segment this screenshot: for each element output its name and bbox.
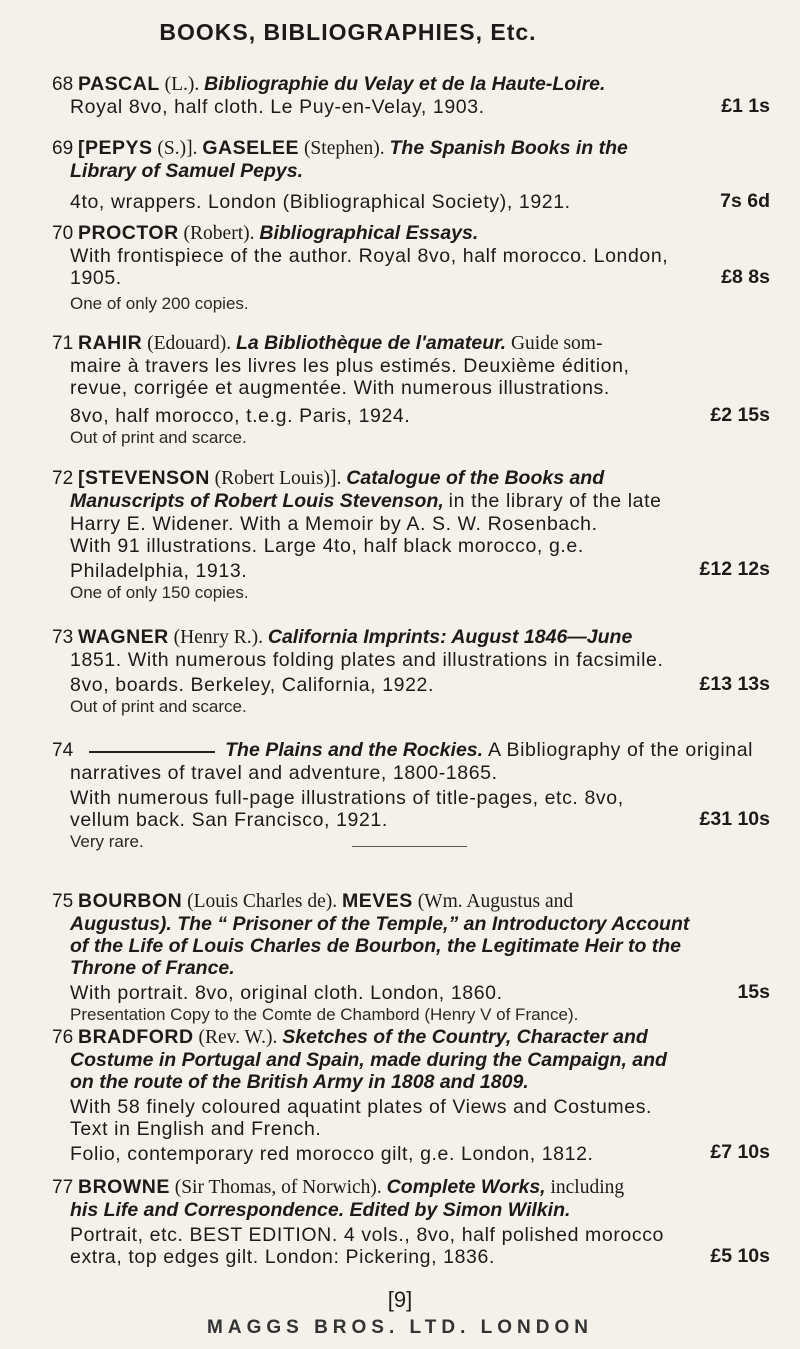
entry-title-continued: Manuscripts of Robert Louis Stevenson,	[70, 490, 444, 512]
entry-note: Very rare.	[70, 832, 144, 851]
entry-number: 72	[52, 468, 74, 489]
entry-author-detail: (Rev. W.).	[198, 1027, 278, 1048]
entry-description: With frontispiece of the author. Royal 8vo, half morocco. London,	[70, 245, 669, 267]
catalogue-entry	[52, 890, 770, 1026]
entry-number: 76	[52, 1027, 74, 1048]
entry-description: Harry E. Widener. With a Memoir by A. S. W. Rosenbach.	[70, 513, 598, 535]
entry-author-detail: (Robert Louis)].	[214, 468, 342, 489]
entry-author: PROCTOR	[78, 222, 179, 244]
entry-number: 74	[52, 740, 74, 761]
entry-description: 1905.	[70, 267, 122, 289]
ditto-dash	[89, 751, 215, 753]
entry-number: 75	[52, 891, 74, 912]
entry-description: Philadelphia, 1913.	[70, 560, 248, 582]
entry-description: Royal 8vo, half cloth. Le Puy-en-Velay, 1903.	[70, 96, 485, 118]
entry-description: maire à travers les livres les plus estimés. Deuxième édition,	[70, 355, 630, 377]
entry-author-detail: (Henry R.).	[173, 627, 263, 648]
entry-number: 77	[52, 1177, 74, 1198]
entry-author-2: GASELEE	[202, 137, 300, 159]
catalogue-entry	[52, 137, 770, 213]
entry-title-rest: including	[550, 1177, 625, 1198]
entry-note: One of only 150 copies.	[70, 583, 249, 602]
entry-description: Portrait, etc. BEST EDITION. 4 vols., 8vo, half polished morocco	[70, 1224, 665, 1246]
entry-description: With 91 illustrations. Large 4to, half black morocco, g.e.	[70, 535, 584, 557]
entry-description: 8vo, boards. Berkeley, California, 1922.	[70, 674, 434, 696]
entry-author: WAGNER	[78, 626, 169, 648]
entry-author-2: MEVES	[342, 890, 413, 912]
catalogue-entry	[52, 222, 770, 315]
entry-price: £1 1s	[721, 95, 770, 117]
entry-description: 4to, wrappers. London (Bibliographical Society), 1921.	[70, 191, 571, 213]
entry-author-detail: (Edouard).	[147, 333, 232, 354]
catalogue-entry	[52, 73, 770, 118]
entry-note: Presentation Copy to the Comte de Chambord (Henry V of France).	[70, 1005, 579, 1024]
entry-description: 8vo, half morocco, t.e.g. Paris, 1924.	[70, 405, 411, 427]
entry-description: With 58 finely coloured aquatint plates of Views and Costumes.	[70, 1096, 653, 1118]
entry-title: La Bibliothèque de l'amateur.	[235, 332, 507, 354]
entry-author-detail: (Sir Thomas, of Norwich).	[174, 1177, 382, 1198]
catalogue-entry	[52, 626, 770, 718]
entry-price: £2 15s	[710, 404, 770, 426]
entry-author: PASCAL	[78, 73, 160, 95]
entry-author: [STEVENSON	[78, 467, 210, 489]
entry-author-detail: (Robert).	[183, 223, 255, 244]
entry-number: 70	[52, 223, 74, 244]
publisher-footer: MAGGS BROS. LTD. LONDON	[207, 1317, 593, 1338]
entry-title: Sketches of the Country, Character and	[282, 1026, 648, 1048]
entry-description: Folio, contemporary red morocco gilt, g.e. London, 1812.	[70, 1143, 594, 1165]
entry-price: £31 10s	[699, 808, 770, 830]
entry-title: The Plains and the Rockies.	[225, 739, 484, 761]
page-number: [9]	[387, 1287, 413, 1312]
entry-author-2-detail: (Wm. Augustus and	[417, 891, 574, 912]
entry-author: [PEPYS	[78, 137, 153, 159]
entry-title: his Life and Correspondence. Edited by Simon Wilkin.	[70, 1199, 571, 1221]
entry-author: BOURBON	[78, 890, 183, 912]
entry-price: £8 8s	[721, 266, 770, 288]
entry-note: Out of print and scarce.	[70, 697, 247, 716]
entry-price: 15s	[737, 981, 770, 1003]
entry-number: 68	[52, 74, 74, 95]
entry-note: One of only 200 copies.	[70, 294, 249, 313]
entry-description: revue, corrigée et augmentée. With numerous illustrations.	[70, 377, 610, 399]
entry-description: Text in English and French.	[70, 1118, 322, 1140]
entry-description: vellum back. San Francisco, 1921.	[70, 809, 388, 831]
entry-price: £7 10s	[710, 1141, 770, 1163]
entry-number: 69	[52, 138, 74, 159]
entry-title: Bibliographical Essays.	[259, 222, 479, 244]
entry-author-detail: (S.)].	[157, 138, 198, 159]
entry-title: The Spanish Books in the	[389, 137, 628, 159]
entry-title-rest: in the library of the late	[448, 490, 662, 512]
entry-price: 7s 6d	[720, 190, 770, 212]
entry-author-detail: (L.).	[164, 74, 200, 95]
entry-description: narratives of travel and adventure, 1800-1865.	[70, 762, 498, 784]
section-divider	[352, 846, 467, 847]
catalogue-entry	[52, 1176, 770, 1268]
entry-author: RAHIR	[78, 332, 143, 354]
entry-author: BRADFORD	[78, 1026, 194, 1048]
entry-title: Costume in Portugal and Spain, made during the Campaign, and	[70, 1049, 667, 1071]
entry-title-continued: Library of Samuel Pepys.	[70, 160, 304, 182]
catalogue-entry	[52, 467, 770, 604]
entry-number: 73	[52, 627, 74, 648]
entry-author-2-detail: (Stephen).	[303, 138, 385, 159]
catalogue-entry	[52, 739, 770, 853]
entry-title-rest: A Bibliography of the original	[487, 739, 754, 761]
entry-description: With numerous full-page illustrations of title-pages, etc. 8vo,	[70, 787, 624, 809]
entry-note: Out of print and scarce.	[70, 428, 247, 447]
entry-title: of the Life of Louis Charles de Bourbon, the Legitimate Heir to the	[70, 935, 682, 957]
entry-title-rest: Guide som-	[510, 333, 603, 354]
entry-number: 71	[52, 333, 74, 354]
catalogue-entry	[52, 332, 770, 449]
entry-price: £13 13s	[699, 673, 770, 695]
entry-description: 1851. With numerous folding plates and illustrations in facsimile.	[70, 649, 664, 671]
entry-title: Bibliographie du Velay et de la Haute-Loire.	[204, 73, 606, 95]
catalogue-entry	[52, 1026, 770, 1165]
entry-description: extra, top edges gilt. London: Pickering, 1836.	[70, 1246, 495, 1268]
entry-title: Augustus). The “ Prisoner of the Temple,” an Introductory Account	[70, 913, 690, 935]
entry-title: Throne of France.	[70, 957, 235, 979]
entry-price: £5 10s	[710, 1245, 770, 1267]
entry-title: Catalogue of the Books and	[346, 467, 605, 489]
entry-title: Complete Works,	[386, 1176, 546, 1198]
entry-description: With portrait. 8vo, original cloth. London, 1860.	[70, 982, 503, 1004]
entry-author: BROWNE	[78, 1176, 170, 1198]
entry-title: on the route of the British Army in 1808 and 1809.	[70, 1071, 529, 1093]
entry-author-detail: (Louis Charles de).	[187, 891, 338, 912]
entry-price: £12 12s	[699, 558, 770, 580]
page-header: BOOKS, BIBLIOGRAPHIES, Etc.	[159, 19, 537, 45]
entry-title: California Imprints: August 1846—June	[267, 626, 633, 648]
